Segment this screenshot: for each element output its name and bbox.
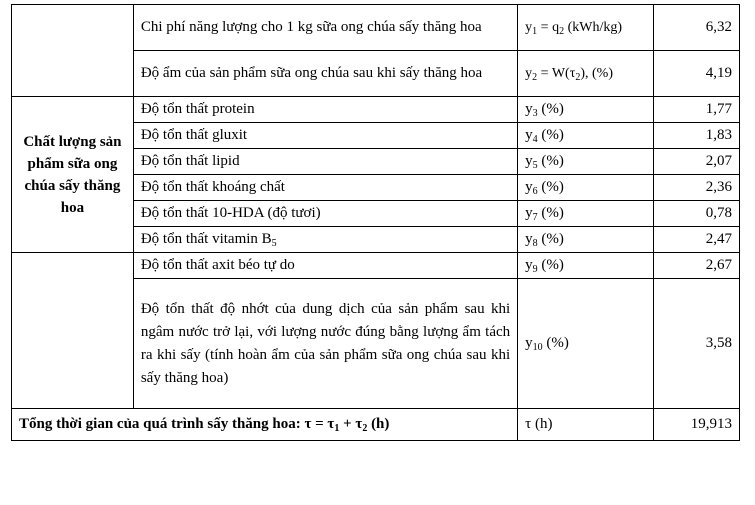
criterion-symbol bbox=[518, 5, 654, 51]
symbol-var: y bbox=[525, 127, 533, 143]
symbol-suffix: (%) bbox=[537, 179, 564, 195]
symbol-subscript: 9 bbox=[532, 264, 538, 275]
symbol-var: y bbox=[525, 205, 533, 221]
criterion-value: 2,07 bbox=[654, 149, 740, 175]
total-label-tail: (h) bbox=[367, 416, 390, 432]
group-cell-empty bbox=[12, 5, 134, 97]
symbol-suffix: (%) bbox=[537, 231, 564, 247]
group-label: Chất lượng sản phẩm sữa ong chúa sấy thăng hoa bbox=[12, 97, 134, 253]
symbol-suffix: (%) bbox=[537, 205, 564, 221]
criterion-symbol bbox=[518, 201, 654, 227]
symbol-suffix: (%) bbox=[542, 335, 569, 351]
table-row bbox=[12, 5, 740, 51]
symbol-subscript: 7 bbox=[532, 212, 538, 223]
symbol-suffix: = q bbox=[537, 20, 560, 35]
criterion-description: Chi phí năng lượng cho 1 kg sữa ong chúa sấy thăng hoa bbox=[133, 5, 517, 51]
criterion-description: Độ tổn thất protein bbox=[133, 97, 517, 123]
symbol-subscript: 8 bbox=[532, 238, 538, 249]
symbol-subscript: 2 bbox=[532, 72, 538, 83]
symbol-subscript: 6 bbox=[532, 186, 538, 197]
total-symbol: τ (h) bbox=[518, 409, 654, 441]
criterion-value: 1,83 bbox=[654, 123, 740, 149]
symbol-suffix: (%) bbox=[537, 101, 564, 117]
criterion-symbol bbox=[518, 253, 654, 279]
criterion-symbol bbox=[518, 227, 654, 253]
symbol-subscript: 1 bbox=[532, 26, 538, 37]
criterion-description bbox=[133, 227, 517, 253]
criterion-symbol bbox=[518, 149, 654, 175]
total-label bbox=[12, 409, 518, 441]
criterion-value: 1,77 bbox=[654, 97, 740, 123]
symbol-suffix: (%) bbox=[537, 153, 564, 169]
symbol-suffix: (%) bbox=[537, 257, 564, 273]
criterion-symbol bbox=[518, 51, 654, 97]
criterion-value: 0,78 bbox=[654, 201, 740, 227]
table-row bbox=[12, 97, 740, 123]
criterion-description: Độ ẩm của sản phẩm sữa ong chúa sau khi sấy thăng hoa bbox=[133, 51, 517, 97]
criterion-symbol bbox=[518, 97, 654, 123]
symbol-var: y bbox=[525, 179, 533, 195]
total-label-text: Tổng thời gian của quá trình sấy thăng hoa: τ = τ bbox=[19, 416, 335, 432]
criterion-value: 6,32 bbox=[654, 5, 740, 51]
symbol-subscript: 10 bbox=[532, 342, 543, 353]
symbol-var: y bbox=[525, 257, 533, 273]
total-value: 19,913 bbox=[654, 409, 740, 441]
symbol-subscript-2: 2 bbox=[575, 72, 581, 83]
criterion-description: Độ tổn thất lipid bbox=[133, 149, 517, 175]
symbol-var: y bbox=[525, 101, 533, 117]
symbol-suffix-2: ), (%) bbox=[580, 66, 613, 81]
total-label-mid: + τ bbox=[339, 416, 363, 432]
symbol-var: y bbox=[525, 20, 533, 35]
criterion-description: Độ tổn thất khoáng chất bbox=[133, 175, 517, 201]
symbol-var: y bbox=[525, 66, 533, 81]
criterion-description: Độ tổn thất độ nhớt của dung dịch của sản phẩm sau khi ngâm nước trở lại, với lượng nước đúng bằng lượng ẩm tách ra khi sấy (tính hoàn ẩm của sản phẩm sữa ong chúa sau khi sấy thăng hoa) bbox=[133, 279, 517, 409]
total-subscript-2: 2 bbox=[362, 423, 368, 434]
total-row bbox=[12, 409, 740, 441]
criterion-value: 4,19 bbox=[654, 51, 740, 97]
symbol-subscript: 3 bbox=[532, 108, 538, 119]
symbol-suffix: = W(τ bbox=[537, 66, 576, 81]
symbol-subscript: 4 bbox=[532, 134, 538, 145]
criterion-symbol bbox=[518, 279, 654, 409]
symbol-var: y bbox=[525, 335, 533, 351]
description-subscript: 5 bbox=[271, 238, 277, 249]
group-cell-empty bbox=[12, 253, 134, 409]
criterion-value: 3,58 bbox=[654, 279, 740, 409]
symbol-subscript: 5 bbox=[532, 160, 538, 171]
symbol-var: y bbox=[525, 231, 533, 247]
criterion-description: Độ tổn thất 10-HDA (độ tươi) bbox=[133, 201, 517, 227]
criterion-description: Độ tổn thất axit béo tự do bbox=[133, 253, 517, 279]
symbol-suffix-2: (kWh/kg) bbox=[564, 20, 623, 35]
table-row bbox=[12, 253, 740, 279]
criterion-description: Độ tổn thất gluxit bbox=[133, 123, 517, 149]
description-text: Độ tổn thất vitamin B bbox=[140, 231, 272, 247]
criterion-value: 2,47 bbox=[654, 227, 740, 253]
criterion-symbol bbox=[518, 175, 654, 201]
criterion-value: 2,36 bbox=[654, 175, 740, 201]
criterion-value: 2,67 bbox=[654, 253, 740, 279]
results-table bbox=[11, 4, 740, 441]
symbol-suffix: (%) bbox=[537, 127, 564, 143]
symbol-var: y bbox=[525, 153, 533, 169]
symbol-subscript-2: 2 bbox=[559, 26, 565, 37]
criterion-symbol bbox=[518, 123, 654, 149]
total-subscript-1: 1 bbox=[334, 423, 340, 434]
